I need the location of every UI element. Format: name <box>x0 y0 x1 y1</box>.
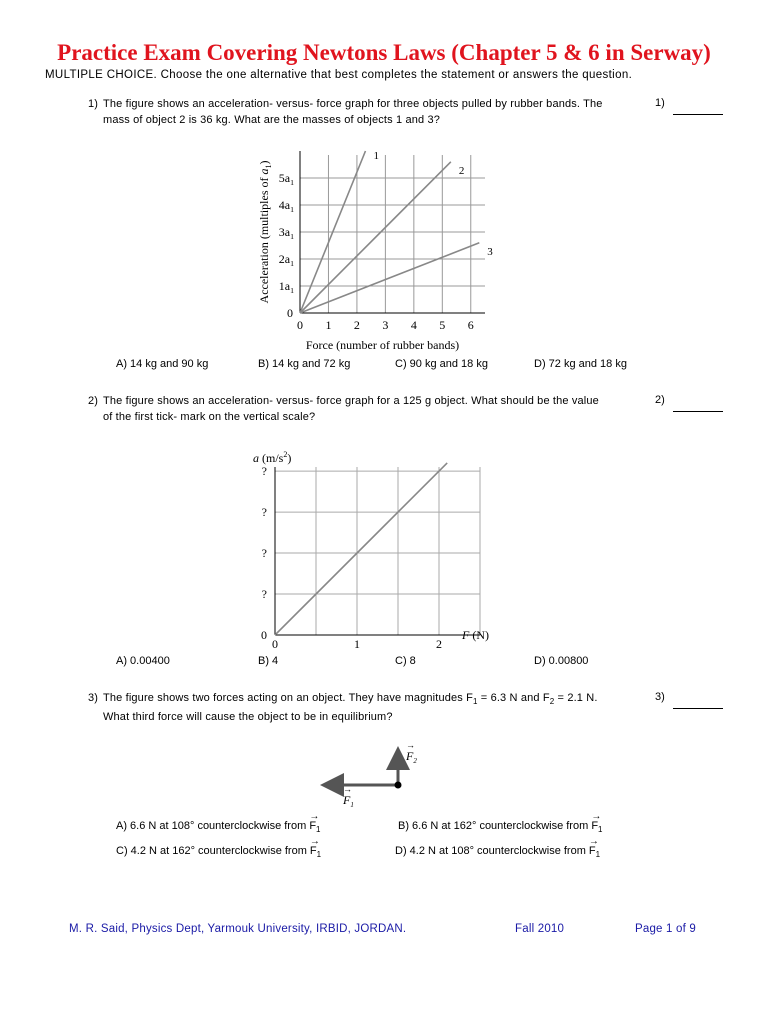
y-tick-label: ? <box>261 464 267 479</box>
x-tick-label: 4 <box>410 318 417 332</box>
question-1-text-line2: mass of object 2 is 36 kg. What are the masses of objects 1 and 3? <box>103 114 441 126</box>
x-axis-label: Force (number of rubber bands) <box>305 338 460 352</box>
question-3-choice-a[interactable]: A) 6.6 N at 108° counterclockwise from → $F_1$ <box>116 820 321 834</box>
question-2-answer-number: 2) <box>655 394 665 406</box>
chart-1-acceleration-vs-force <box>250 145 500 357</box>
question-2-number: 2) <box>88 395 99 407</box>
svg-text:→: → <box>406 740 415 750</box>
question-3-choice-c[interactable]: C) 4.2 N at 162° counterclockwise from → $F_1$ <box>116 845 321 859</box>
question-2-choice-d[interactable]: D) 0.00800 <box>534 655 589 667</box>
question-3-answer-blank[interactable] <box>673 694 723 709</box>
force-f2-label: $F_2$ <box>406 749 417 765</box>
question-2-answer-blank[interactable] <box>673 397 723 412</box>
question-1-answer-blank[interactable] <box>673 100 723 115</box>
question-2-text-line1: The figure shows an acceleration- versus- force graph for a 125 g object. What should be the value <box>103 395 599 407</box>
series-label-2: 2 <box>458 164 465 177</box>
x-tick-label: 1 <box>354 637 360 651</box>
x-tick-label: 6 <box>467 318 474 332</box>
y-tick-label: $2a_1$ <box>278 252 294 268</box>
y-tick-label: $1a_1$ <box>278 279 294 295</box>
series-line <box>275 463 447 635</box>
question-3-choice-d[interactable]: D) 4.2 N at 108° counterclockwise from → $F_1$ <box>395 845 600 859</box>
object-point <box>395 782 402 789</box>
instructions: MULTIPLE CHOICE. Choose the one alternative that best completes the statement or answers the question. <box>45 69 633 81</box>
series-label-3: 3 <box>487 245 493 258</box>
x-tick-label: 0 <box>272 637 278 651</box>
question-3-text-line1: The figure shows two forces acting on an object. They have magnitudes $F_1 = 6.3$ N and $F_2 = 2.1$ N. <box>103 692 598 707</box>
y-tick-label: ? <box>261 505 267 520</box>
x-tick-label: 0 <box>297 318 303 332</box>
x-tick-label: 2 <box>353 318 360 332</box>
question-1-choice-b[interactable]: B) 14 kg and 72 kg <box>258 358 351 370</box>
x-tick-label: 2 <box>436 637 442 651</box>
question-3-text-line2: What third force will cause the object to be in equilibrium? <box>103 711 393 723</box>
x-tick-label: 5 <box>439 318 446 332</box>
y-axis-label: a $(m/s^2)$ <box>253 450 292 465</box>
x-axis-label: F (N) <box>462 628 490 642</box>
question-2-choice-a[interactable]: A) 0.00400 <box>116 655 170 667</box>
question-3-answer-number: 3) <box>655 691 665 703</box>
series-line-2 <box>300 162 451 313</box>
question-2-choice-b[interactable]: B) 4 <box>258 655 279 667</box>
y-axis-label: Acceleration (multiples of $a_1$) <box>257 160 273 304</box>
y-tick-label: ? <box>261 546 267 561</box>
svg-text:→: → <box>343 784 352 794</box>
series-line-3 <box>300 243 479 313</box>
force-diagram <box>310 740 430 815</box>
question-1-choice-d[interactable]: D) 72 kg and 18 kg <box>534 358 627 370</box>
question-1-choice-a[interactable]: A) 14 kg and 90 kg <box>116 358 209 370</box>
question-3-choice-b[interactable]: B) 6.6 N at 162° counterclockwise from → $F_1$ <box>398 820 603 834</box>
x-tick-label: 3 <box>382 318 389 332</box>
question-1-answer-number: 1) <box>655 97 665 109</box>
footer-author: M. R. Said, Physics Dept, Yarmouk University, IRBID, JORDAN. <box>69 923 407 935</box>
force-f1-label: $F_1$ <box>343 793 354 809</box>
question-1-number: 1) <box>88 98 99 110</box>
y-tick-label: $3a_1$ <box>278 225 294 241</box>
x-tick-label: 1 <box>325 318 332 332</box>
y-tick-label: $4a_1$ <box>278 198 294 214</box>
y-tick-label: 0 <box>261 628 267 642</box>
y-tick-label: ? <box>261 587 267 602</box>
page-title: Practice Exam Covering Newtons Laws (Chapter 5 & 6 in Serway) <box>57 40 711 65</box>
question-2-text-line2: of the first tick- mark on the vertical scale? <box>103 411 316 423</box>
y-tick-label: $5a_1$ <box>278 171 294 187</box>
question-1-choice-c[interactable]: C) 90 kg and 18 kg <box>395 358 488 370</box>
question-2-choice-c[interactable]: C) 8 <box>395 655 416 667</box>
question-3-number: 3) <box>88 692 99 704</box>
footer-term: Fall 2010 <box>515 923 565 935</box>
series-label-1: 1 <box>373 150 379 162</box>
footer-page-number: Page 1 of 9 <box>635 923 697 935</box>
chart-2-acceleration-vs-force <box>240 445 500 655</box>
question-1-text-line1: The figure shows an acceleration- versus- force graph for three objects pulled by rubber bands. The <box>103 98 603 110</box>
y-tick-label: 0 <box>287 306 293 320</box>
